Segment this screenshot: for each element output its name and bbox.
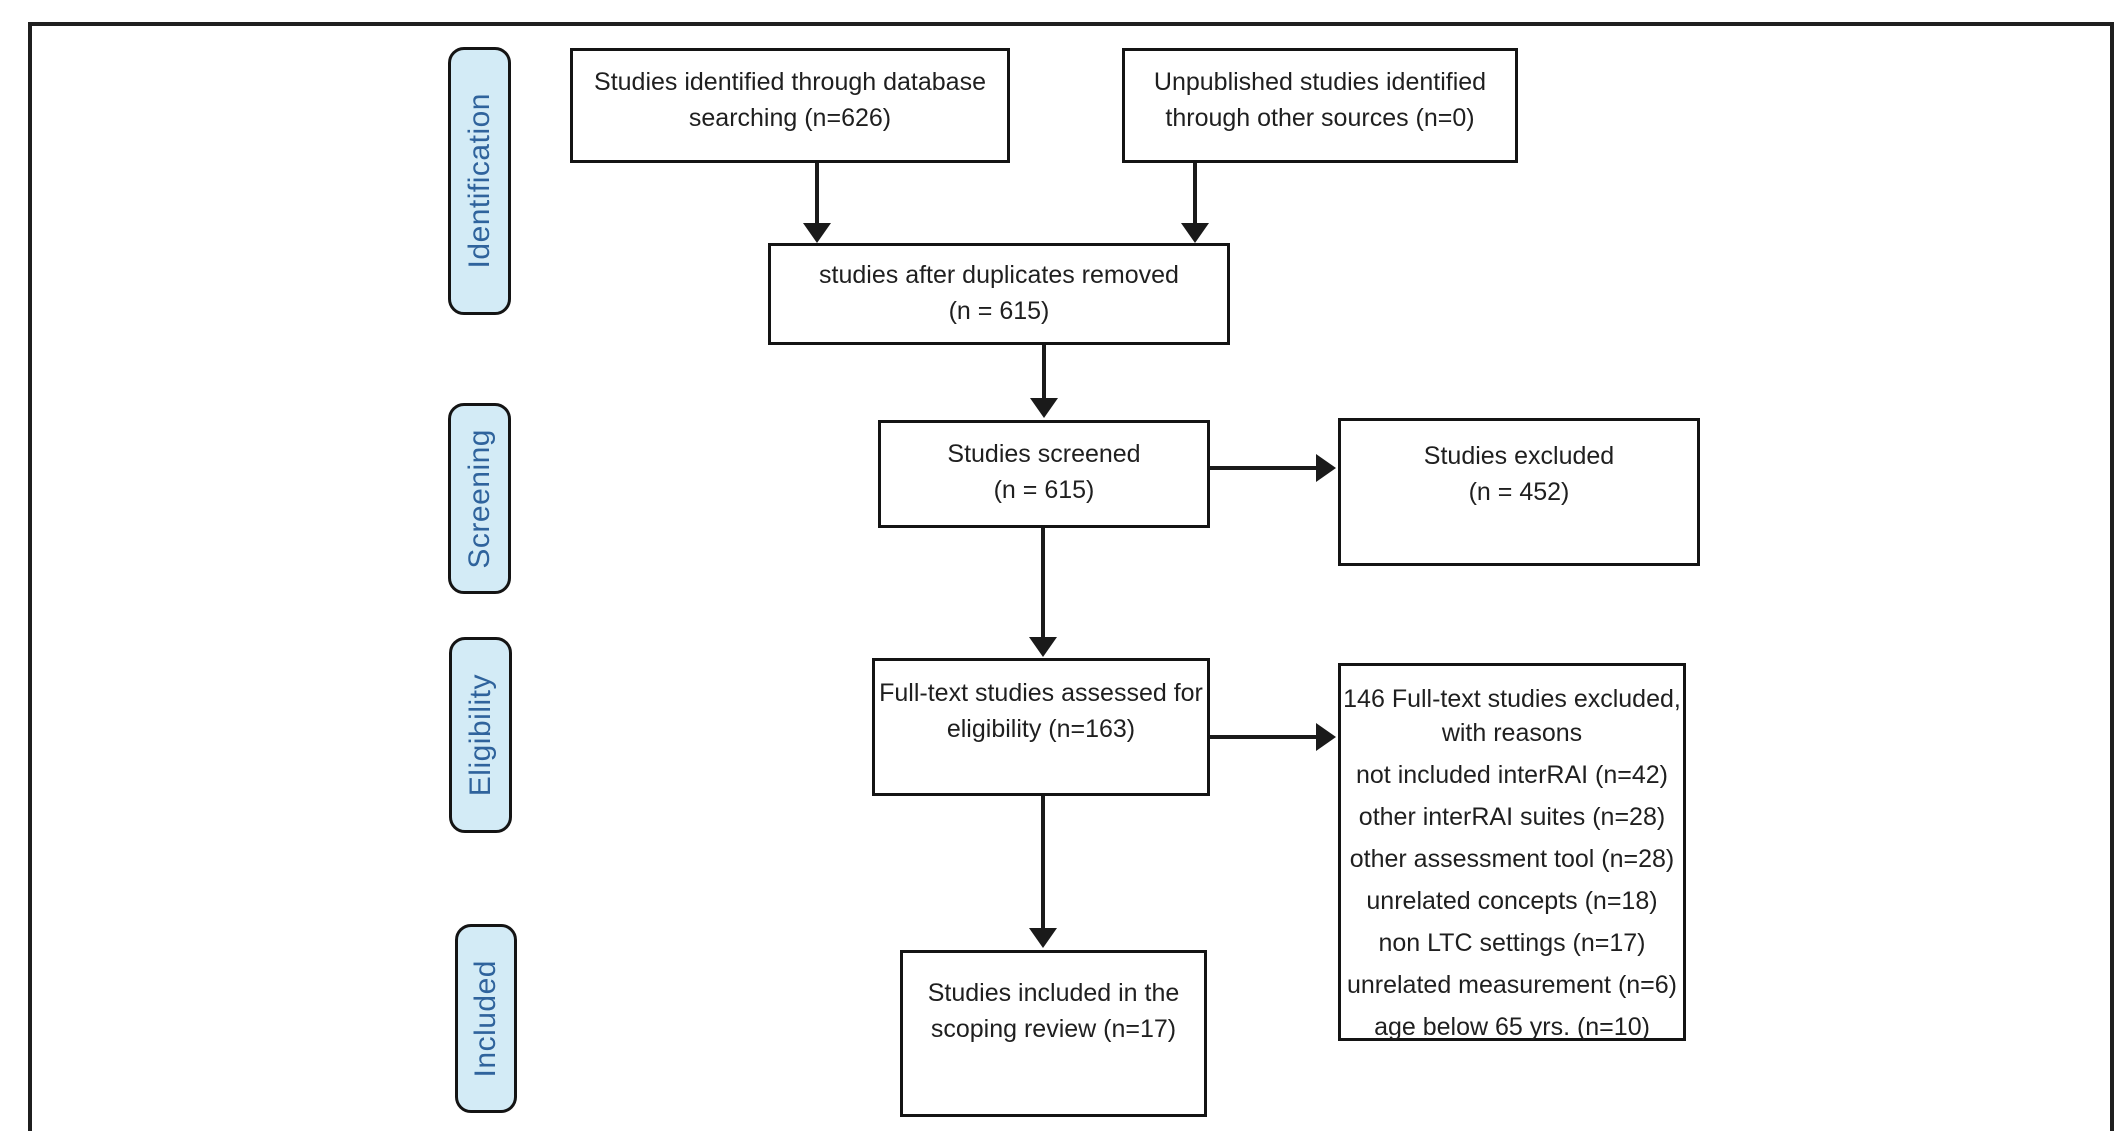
box-after-duplicates-removed: studies after duplicates removed (n = 615): [768, 243, 1230, 345]
exclusion-reason: not included interRAI (n=42): [1356, 761, 1668, 789]
exclusion-reason: unrelated measurement (n=6): [1346, 971, 1678, 999]
box-studies-screened: Studies screened (n = 615): [878, 420, 1210, 528]
box-unpublished-studies: Unpublished studies identified through other sources (n=0): [1122, 48, 1518, 163]
arrow-screened-to-fulltext-head: [1029, 637, 1057, 657]
stage-label-screening-text: Screening: [462, 428, 496, 569]
box-studies-included-review: Studies included in the scoping review (n=17): [900, 950, 1207, 1117]
arrow-screened-to-excluded-head: [1316, 454, 1336, 482]
arrow-duplicates-to-screened-head: [1030, 398, 1058, 418]
box-fulltext-excluded-reasons: [1338, 663, 1686, 1041]
stage-label-identification: [448, 47, 511, 315]
stage-label-eligibility: [449, 637, 512, 833]
stage-label-eligibility-text: Eligibility: [463, 673, 497, 797]
arrow-database-to-duplicates-head: [803, 223, 831, 243]
arrow-fulltext-to-included-head: [1029, 928, 1057, 948]
arrow-screened-to-excluded-line: [1210, 466, 1318, 470]
stage-label-included-text: Included: [469, 959, 502, 1078]
arrow-fulltext-to-reasons-head: [1316, 723, 1336, 751]
arrow-database-to-duplicates-line: [815, 163, 819, 225]
arrow-duplicates-to-screened-line: [1042, 345, 1046, 400]
arrow-fulltext-to-included-line: [1041, 796, 1045, 930]
box-studies-identified-database: Studies identified through database searching (n=626): [570, 48, 1010, 163]
stage-label-included: [455, 924, 517, 1113]
box-fulltext-assessed: Full-text studies assessed for eligibility (n=163): [872, 658, 1210, 796]
exclusion-reason: other assessment tool (n=28): [1349, 845, 1675, 873]
arrow-screened-to-fulltext-line: [1041, 528, 1045, 639]
arrow-fulltext-to-reasons-line: [1210, 735, 1318, 739]
arrow-unpublished-to-duplicates-head: [1181, 223, 1209, 243]
fulltext-excluded-header: 146 Full-text studies excluded, with reasons: [1343, 685, 1681, 747]
exclusion-reason: non LTC settings (n=17): [1378, 929, 1646, 957]
box-studies-excluded: Studies excluded (n = 452): [1338, 418, 1700, 566]
exclusion-reason: unrelated concepts (n=18): [1366, 887, 1658, 915]
exclusion-reason: age below 65 yrs. (n=10): [1374, 1013, 1650, 1041]
stage-label-identification-text: Identification: [462, 93, 496, 269]
exclusion-reason: other interRAI suites (n=28): [1358, 803, 1666, 831]
arrow-unpublished-to-duplicates-line: [1193, 163, 1197, 225]
stage-label-screening: [448, 403, 511, 594]
